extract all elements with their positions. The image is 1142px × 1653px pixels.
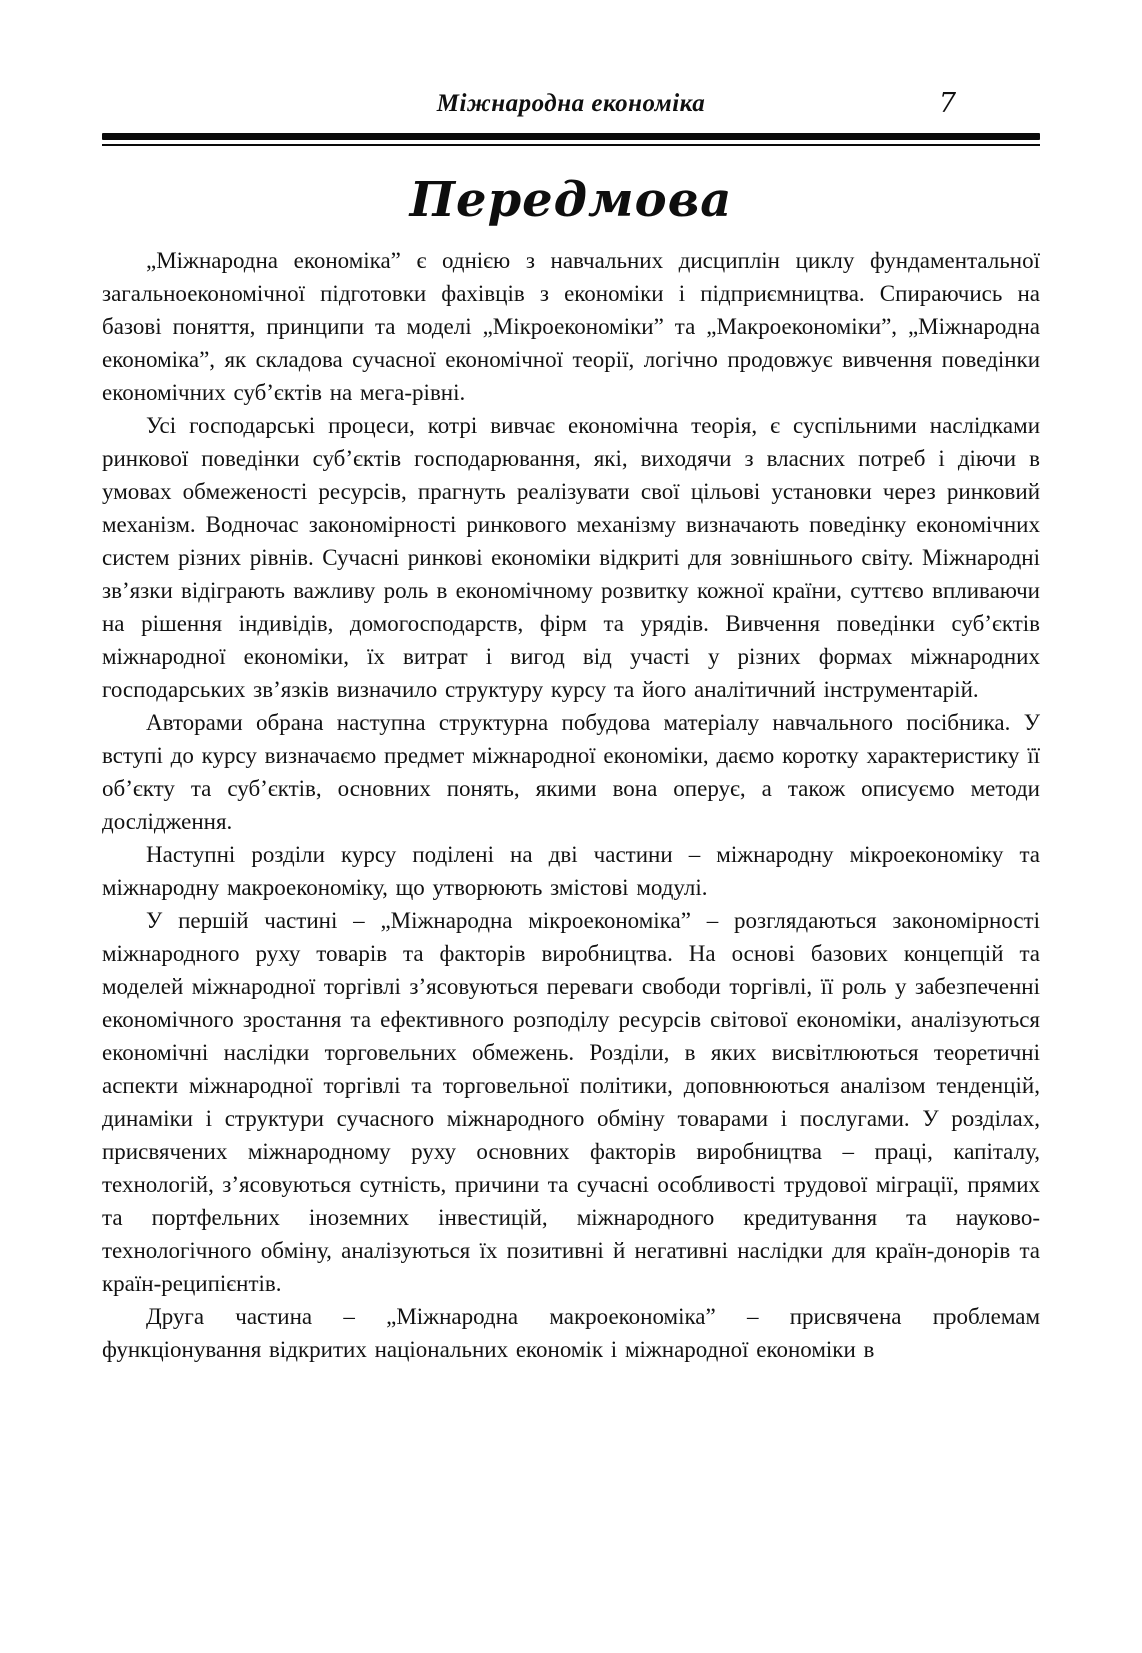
chapter-title: Передмова	[409, 172, 733, 228]
header-rule-thick	[102, 133, 1040, 140]
body-text	[102, 244, 1040, 1366]
running-title: Міжнародна економіка	[436, 90, 706, 117]
paragraph-4: Наступні розділи курсу поділені на дві частини – міжнародну мікроекономіку та міжнародну макроекономіку, що утворюють змістові модулі.	[102, 842, 1040, 900]
page-number: 7	[938, 88, 956, 119]
page-header	[102, 90, 1040, 126]
paragraph-5: У першій частині – „Міжнародна мікроекономіка” – розглядаються закономірності міжнародного руху товарів та факторів виробництва. На основі базових концепцій та моделей міжнародної торгівлі з’ясовуються переваги свободи торгівлі, її роль у забезпеченні економічного зростання та ефективного розподілу ресурсів світової економіки, аналізуються економічні наслідки торговельних обмежень. Розділи, в яких висвітлюються теоретичні аспекти міжнародної торгівлі та торговельної політики, доповнюються аналізом тенденцій, динаміки і структури сучасного міжнародного обміну товарами і послугами. У розділах, присвячених міжнародному руху основних факторів виробництва – праці, капіталу, технологій, з’ясовуються сутність, причини та сучасні особливості трудової міграції, прямих та портфельних іноземних інвестицій, міжнародного кредитування та науково-технологічного обміну, аналізуються їх позитивні й негативні наслідки для країн-донорів та країн-реципієнтів.	[102, 908, 1040, 1296]
paragraph-3: Авторами обрана наступна структурна побудова матеріалу навчального посібника. У вступі до курсу визначаємо предмет міжнародної економіки, даємо коротку характеристику її об’єкту та суб’єктів, основних понять, якими вона оперує, а також описуємо методи дослідження.	[102, 710, 1040, 834]
header-rule-thin	[102, 144, 1040, 146]
paragraph-6: Друга частина – „Міжнародна макроекономіка” – присвячена проблемам функціонування відкритих національних економік і міжнародної економіки в	[102, 1304, 1040, 1362]
paragraph-2: Усі господарські процеси, котрі вивчає економічна теорія, є суспільними наслідками ринкової поведінки суб’єктів господарювання, які, виходячи з власних потреб і діючи в умовах обмеженості ресурсів, прагнуть реалізувати свої цільові установки через ринковий механізм. Водночас закономірності ринкового механізму визначають поведінку економічних систем різних рівнів. Сучасні ринкові економіки відкриті для зовнішнього світу. Міжнародні зв’язки відіграють важливу роль в економічному розвитку кожної країни, суттєво впливаючи на рішення індивідів, домогосподарств, фірм та урядів. Вивчення поведінки суб’єктів міжнародної економіки, їх витрат і вигод від участі у різних формах міжнародних господарських зв’язків визначило структуру курсу та його аналітичний інструментарій.	[102, 413, 1040, 702]
paragraph-1: „Міжнародна економіка” є однією з навчальних дисциплін циклу фундаментальної загальноекономічної підготовки фахівців з економіки і підприємництва. Спираючись на базові поняття, принципи та моделі „Мікроекономіки” та „Макроекономіки”, „Міжнародна економіка”, як складова сучасної економічної теорії, логічно продовжує вивчення поведінки економічних суб’єктів на мега-рівні.	[102, 248, 1040, 405]
